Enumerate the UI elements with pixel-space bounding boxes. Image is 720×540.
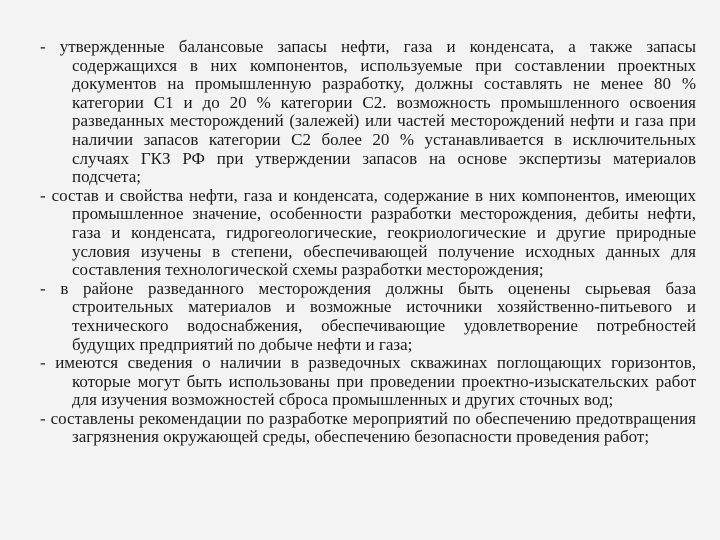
requirement-item-oil-gas-properties: - состав и свойства нефти, газа и конденсата, содержание в них компонентов, имеющих промышленное значение, особенности разработки месторождения, дебиты нефти, газа и конденсата, гидрогеологические, геокриологические и другие природные условия изучены в степени, обеспечивающей получение исходных данных для составления технологической схемы разработки месторождения; [40,185,696,280]
requirement-item-absorbing-horizons: - имеются сведения о наличии в разведочных скважинах поглощающих горизонтов, которые могут быть использованы при проведении проектно-изыскательских работ для изучения возможностей сброса промышленных и других сточных вод; [40,353,696,410]
document-body [40,38,696,447]
requirement-item-raw-materials-water: - в районе разведанного месторождения должны быть оценены сырьевая база строительных материалов и возможные источники хозяйственно-питьевого и технического водоснабжения, обеспечивающие удовлетворение потребностей будущих предприятий по добыче нефти и газа; [40,278,696,354]
requirement-item-environmental-safety: - составлены рекомендации по разработке мероприятий по обеспечению предотвращения загрязнения окружающей среды, обеспечению безопасности проведения работ; [40,408,696,447]
requirement-item-balance-reserves: - утвержденные балансовые запасы нефти, газа и конденсата, а также запасы содержащихся в них компонентов, используемые при составлении проектных документов на промышленную разработку, должны составлять не менее 80 % категории С1 и до 20 % категории С2. возможность промышленного освоения разведанных месторождений (залежей) или частей месторождений нефти и газа при наличии запасов категории С2 более 20 % устанавливается в исключительных случаях ГКЗ РФ при утверждении запасов на основе экспертизы материалов подсчета; [40,37,696,187]
